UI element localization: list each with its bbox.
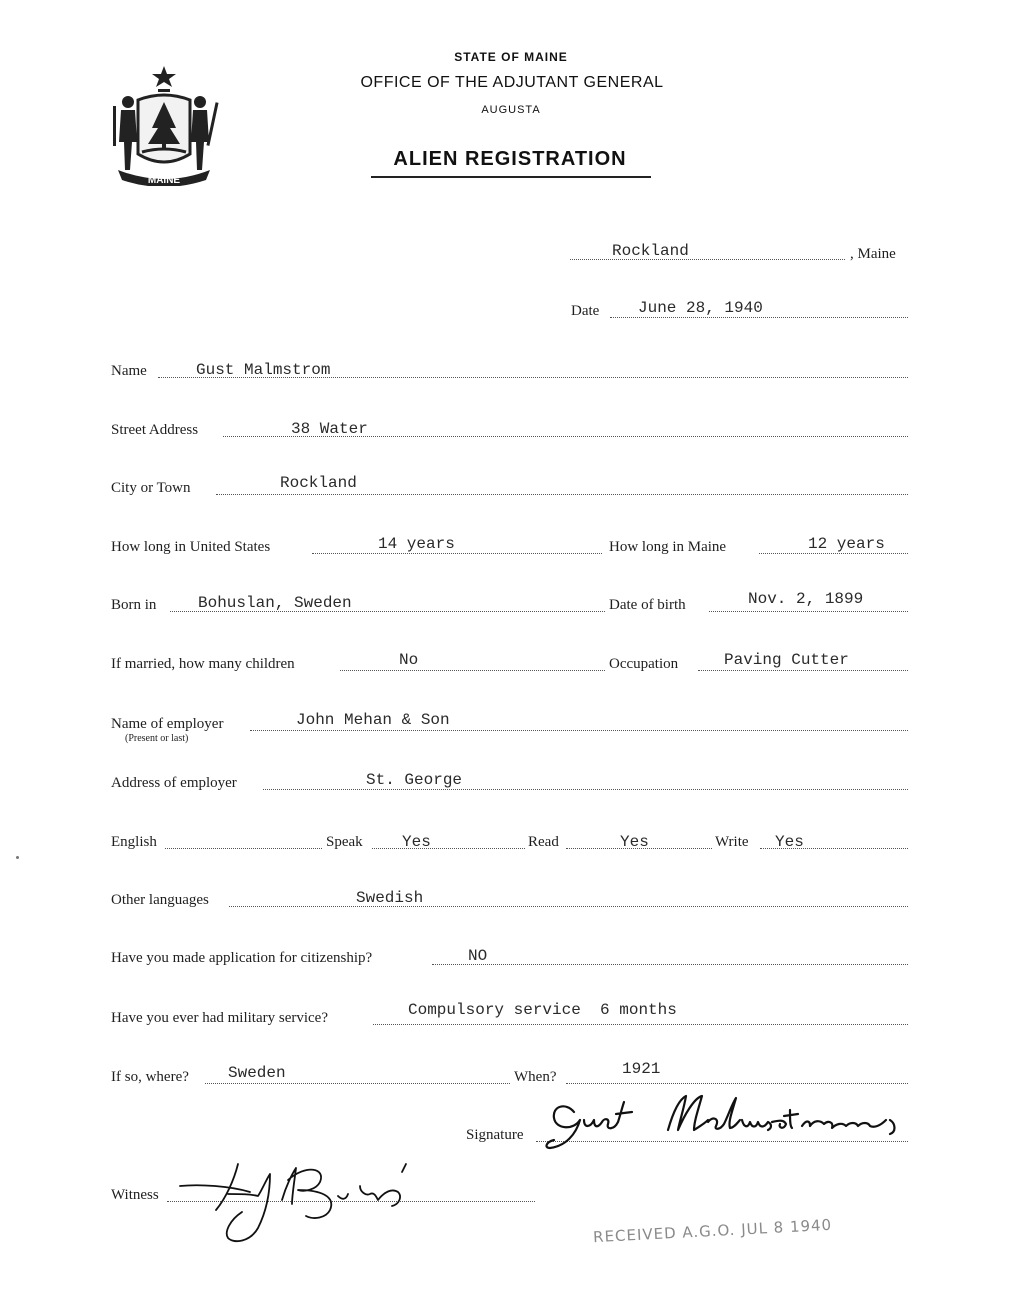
employer-address-label: Address of employer [111,775,237,791]
children-label: If married, how many children [111,656,295,672]
where-line [205,1083,510,1084]
occupation-value: Paving Cutter [724,651,849,669]
born-in-label: Born in [111,597,157,613]
other-languages-value: Swedish [356,889,424,907]
city-label: City or Town [111,480,191,496]
received-stamp: RECEIVED A.G.O. JUL 8 1940 [592,1215,833,1247]
occupation-label: Occupation [609,656,679,672]
maine-state-seal [108,62,220,186]
city-heading: AUGUSTA [481,104,541,116]
military-value: Compulsory service 6 months [408,1001,677,1019]
seal-motto-text: MAINE [147,175,181,186]
read-label: Read [528,834,559,850]
witness-signature-handwriting [170,1150,450,1245]
employer-line [250,730,908,731]
citizenship-value: NO [468,947,488,965]
born-in-value: Bohuslan, Sweden [198,594,352,612]
write-value: Yes [775,833,804,851]
how-long-us-line [312,553,602,554]
city-value: Rockland [280,474,357,492]
street-label: Street Address [111,422,199,438]
date-of-birth-label: Date of birth [609,597,686,613]
title-underline [371,176,651,178]
military-line [373,1024,908,1025]
signature-label: Signature [466,1127,524,1143]
employer-address-line [263,789,908,790]
paper-speck [16,856,19,859]
date-of-birth-value: Nov. 2, 1899 [748,590,864,608]
street-value: 38 Water [291,420,368,438]
how-long-us-label: How long in United States [111,539,271,555]
english-label: English [111,834,157,850]
military-label: Have you ever had military service? [111,1010,328,1026]
occupation-line [698,670,908,671]
speak-value: Yes [402,833,431,851]
when-line [566,1083,908,1084]
state-heading: STATE OF MAINE [454,50,568,64]
employer-address-value: St. George [366,771,463,789]
read-value: Yes [620,833,649,851]
when-label: When? [514,1069,557,1085]
other-languages-label: Other languages [111,892,209,908]
how-long-maine-label: How long in Maine [609,539,727,555]
date-value: June 28, 1940 [638,299,763,317]
employer-value: John Mehan & Son [296,711,450,729]
how-long-us-value: 14 years [378,535,455,553]
where-value: Sweden [228,1064,286,1082]
name-value: Gust Malmstrom [196,361,331,379]
office-heading: OFFICE OF THE ADJUTANT GENERAL [360,74,664,91]
date-line [610,317,908,318]
city-line [216,494,908,495]
english-line [165,848,322,849]
signature-handwriting [540,1090,920,1154]
employer-label: Name of employer [111,716,224,732]
speak-line [372,848,525,849]
children-value: No [399,651,419,669]
how-long-maine-line [759,553,908,554]
date-label: Date [571,303,600,319]
witness-label: Witness [111,1187,159,1203]
date-of-birth-line [709,611,908,612]
children-line [340,670,605,671]
form-title: ALIEN REGISTRATION [393,148,627,170]
write-label: Write [715,834,749,850]
place-value: Rockland [612,242,689,260]
employer-sublabel: (Present or last) [125,733,189,744]
place-suffix: , Maine [850,246,896,262]
other-languages-line [229,906,908,907]
where-label: If so, where? [111,1069,189,1085]
citizenship-label: Have you made application for citizenship? [111,950,373,966]
name-label: Name [111,363,147,379]
citizenship-line [432,964,908,965]
when-value: 1921 [622,1060,661,1078]
how-long-maine-value: 12 years [808,535,885,553]
speak-label: Speak [326,834,363,850]
